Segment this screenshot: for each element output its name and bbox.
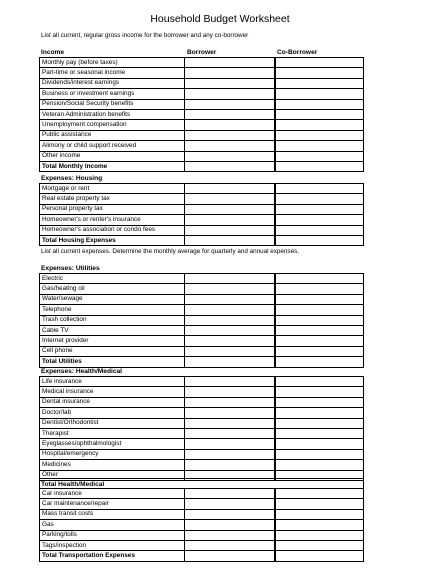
health-row-label: Doctor/lab xyxy=(40,408,185,418)
coborrower-amount-cell[interactable] xyxy=(276,509,364,519)
table-row xyxy=(40,509,364,519)
utilities-row-label: Water/sewage xyxy=(40,294,185,304)
coborrower-amount-cell[interactable] xyxy=(276,428,364,438)
income-total-row xyxy=(40,161,364,171)
table-row xyxy=(40,284,364,294)
table-row xyxy=(40,78,364,88)
table-row xyxy=(40,294,364,304)
coborrower-amount-cell[interactable] xyxy=(276,78,364,88)
coborrower-amount-cell[interactable] xyxy=(276,184,364,194)
coborrower-amount-cell[interactable] xyxy=(276,294,364,304)
table-row xyxy=(40,151,364,161)
health-row-label: Life insurance xyxy=(40,377,185,387)
borrower-amount-cell[interactable] xyxy=(185,99,275,109)
coborrower-amount-cell[interactable] xyxy=(276,336,364,346)
borrower-amount-cell[interactable] xyxy=(185,325,275,335)
borrower-amount-cell[interactable] xyxy=(185,294,275,304)
borrower-amount-cell[interactable] xyxy=(185,418,275,428)
income-row-label: Alimony or child support received xyxy=(40,141,185,151)
borrower-amount-cell[interactable] xyxy=(185,408,275,418)
table-row xyxy=(40,520,364,530)
borrower-amount-cell[interactable] xyxy=(185,194,275,204)
borrower-amount-cell[interactable] xyxy=(185,499,275,509)
utilities-total-row xyxy=(40,357,364,367)
coborrower-amount-cell[interactable] xyxy=(276,284,364,294)
coborrower-amount-cell[interactable] xyxy=(276,408,364,418)
table-row xyxy=(40,225,364,235)
borrower-amount-cell[interactable] xyxy=(185,184,275,194)
table-row xyxy=(40,325,364,335)
coborrower-amount-cell[interactable] xyxy=(276,499,364,509)
coborrower-amount-cell[interactable] xyxy=(276,315,364,325)
transport-row-label: Gas xyxy=(40,520,185,530)
table-row xyxy=(40,109,364,119)
health-row-label: Hospital/emergency xyxy=(40,449,185,459)
table-row xyxy=(40,418,364,428)
table-row xyxy=(40,89,364,99)
utilities-row-label: Trash collection xyxy=(40,315,185,325)
table-row xyxy=(40,439,364,449)
income-row-label: Other income xyxy=(40,151,185,161)
coborrower-amount-cell[interactable] xyxy=(276,305,364,315)
coborrower-amount-cell[interactable] xyxy=(276,346,364,356)
coborrower-amount-cell[interactable] xyxy=(276,89,364,99)
table-row xyxy=(40,68,364,78)
utilities-table xyxy=(39,273,364,368)
utilities-total-label: Total Utilities xyxy=(40,357,185,367)
coborrower-amount-cell[interactable] xyxy=(276,460,364,470)
coborrower-amount-cell[interactable] xyxy=(276,109,364,119)
borrower-amount-cell[interactable] xyxy=(185,428,275,438)
health-row-label: Medicines xyxy=(40,460,185,470)
borrower-amount-cell[interactable] xyxy=(185,530,275,540)
health-row-label: Other xyxy=(40,470,185,480)
table-row xyxy=(40,305,364,315)
borrower-amount-cell[interactable] xyxy=(185,274,275,284)
table-row xyxy=(40,184,364,194)
transport-row-label: Car insurance xyxy=(40,489,185,499)
borrower-amount-cell[interactable] xyxy=(185,89,275,99)
borrower-amount-cell[interactable] xyxy=(185,315,275,325)
coborrower-amount-cell[interactable] xyxy=(276,120,364,130)
borrower-amount-cell[interactable] xyxy=(185,161,275,171)
coborrower-amount-cell[interactable] xyxy=(276,397,364,407)
table-row xyxy=(40,194,364,204)
coborrower-amount-cell[interactable] xyxy=(276,161,364,171)
coborrower-amount-cell[interactable] xyxy=(276,449,364,459)
table-row xyxy=(40,274,364,284)
table-row xyxy=(40,315,364,325)
coborrower-amount-cell[interactable] xyxy=(276,439,364,449)
coborrower-amount-cell[interactable] xyxy=(276,357,364,367)
borrower-amount-cell[interactable] xyxy=(185,58,275,68)
table-row xyxy=(40,204,364,214)
coborrower-amount-cell[interactable] xyxy=(276,58,364,68)
utilities-row-label: Cell phone xyxy=(40,346,185,356)
table-row xyxy=(40,387,364,397)
page-title: Household Budget Worksheet xyxy=(150,13,290,25)
borrower-amount-cell[interactable] xyxy=(185,540,275,550)
borrower-amount-cell[interactable] xyxy=(185,520,275,530)
health-row-label: Eyeglasses/ophthalmologist xyxy=(40,439,185,449)
housing-total-label: Total Housing Expenses xyxy=(40,235,185,245)
coborrower-amount-cell[interactable] xyxy=(276,204,364,214)
table-row xyxy=(40,460,364,470)
table-row xyxy=(40,377,364,387)
income-row-label: Business or investment earnings xyxy=(40,89,185,99)
table-row xyxy=(40,99,364,109)
table-row xyxy=(40,346,364,356)
income-row-label: Monthly pay (before taxes) xyxy=(40,58,185,68)
borrower-amount-cell[interactable] xyxy=(185,235,275,245)
transport-total-row xyxy=(40,551,364,561)
health-header: Expenses: Health/Medical xyxy=(41,368,122,375)
transport-table xyxy=(39,488,364,562)
income-row-label: Part-time or seasonal income xyxy=(40,68,185,78)
table-row xyxy=(40,120,364,130)
table-row xyxy=(40,489,364,499)
housing-row-label: Mortgage or rent xyxy=(40,184,185,194)
utilities-row-label: Internet provider xyxy=(40,336,185,346)
income-row-label: Public assistance xyxy=(40,130,185,140)
borrower-amount-cell[interactable] xyxy=(185,336,275,346)
coborrower-amount-cell[interactable] xyxy=(276,377,364,387)
coborrower-amount-cell[interactable] xyxy=(276,68,364,78)
health-row-label: Medical insurance xyxy=(40,387,185,397)
borrower-amount-cell[interactable] xyxy=(185,215,275,225)
coborrower-amount-cell[interactable] xyxy=(276,540,364,550)
coborrower-amount-cell[interactable] xyxy=(276,418,364,428)
borrower-amount-cell[interactable] xyxy=(185,109,275,119)
coborrower-amount-cell[interactable] xyxy=(276,520,364,530)
health-row-label: Therapist xyxy=(40,428,185,438)
borrower-column-header: Borrower xyxy=(187,49,217,56)
expenses-instructions: List all current expenses. Determine the monthly average for quarterly and annual expenses. xyxy=(41,248,299,255)
borrower-amount-cell[interactable] xyxy=(185,439,275,449)
coborrower-amount-cell[interactable] xyxy=(276,130,364,140)
health-table xyxy=(39,376,364,481)
housing-row-label: Homeowner's association or condo fees xyxy=(40,225,185,235)
income-instructions: List all current, regular gross income for the borrower and any co-borrower xyxy=(41,32,249,39)
income-row-label: Pension/Social Security benefits xyxy=(40,99,185,109)
coborrower-amount-cell[interactable] xyxy=(276,530,364,540)
borrower-amount-cell[interactable] xyxy=(185,120,275,130)
income-table xyxy=(39,57,364,172)
coborrower-amount-cell[interactable] xyxy=(276,215,364,225)
borrower-amount-cell[interactable] xyxy=(185,130,275,140)
coborrower-amount-cell[interactable] xyxy=(276,151,364,161)
health-row-label: Dentist/Orthodontist xyxy=(40,418,185,428)
table-row xyxy=(40,215,364,225)
borrower-amount-cell[interactable] xyxy=(185,509,275,519)
borrower-amount-cell[interactable] xyxy=(185,357,275,367)
utilities-row-label: Gas/heating oil xyxy=(40,284,185,294)
income-row-label: Dividends/interest earnings xyxy=(40,78,185,88)
transport-row-label: Car maintenance/repair xyxy=(40,499,185,509)
borrower-amount-cell[interactable] xyxy=(185,377,275,387)
table-row xyxy=(40,449,364,459)
housing-row-label: Homeowner's or renter's insurance xyxy=(40,215,185,225)
coborrower-amount-cell[interactable] xyxy=(276,225,364,235)
housing-header: Expenses: Housing xyxy=(41,175,103,182)
borrower-amount-cell[interactable] xyxy=(185,284,275,294)
coborrower-amount-cell[interactable] xyxy=(276,325,364,335)
table-row xyxy=(40,428,364,438)
income-total-label: Total Monthly Income xyxy=(40,161,185,171)
housing-total-row xyxy=(40,235,364,245)
transport-row-label: Tags/inspection xyxy=(40,540,185,550)
coborrower-amount-cell[interactable] xyxy=(276,387,364,397)
borrower-amount-cell[interactable] xyxy=(185,387,275,397)
borrower-amount-cell[interactable] xyxy=(185,225,275,235)
transport-row-label: Parking/tolls xyxy=(40,530,185,540)
utilities-row-label: Electric xyxy=(40,274,185,284)
borrower-amount-cell[interactable] xyxy=(185,551,275,561)
table-row xyxy=(40,397,364,407)
utilities-row-label: Cable TV xyxy=(40,325,185,335)
housing-row-label: Personal property tax xyxy=(40,204,185,214)
coborrower-amount-cell[interactable] xyxy=(276,274,364,284)
coborrower-amount-cell[interactable] xyxy=(276,141,364,151)
borrower-amount-cell[interactable] xyxy=(185,141,275,151)
table-row xyxy=(40,540,364,550)
coborrower-amount-cell[interactable] xyxy=(276,551,364,561)
transport-row-label: Mass transit costs xyxy=(40,509,185,519)
income-row-label: Unemployment compensation xyxy=(40,120,185,130)
table-row xyxy=(40,530,364,540)
coborrower-column-header: Co-Borrower xyxy=(277,49,318,56)
borrower-amount-cell[interactable] xyxy=(185,68,275,78)
income-column-header: Income xyxy=(41,49,65,56)
table-row xyxy=(40,141,364,151)
table-row xyxy=(40,130,364,140)
coborrower-amount-cell[interactable] xyxy=(276,99,364,109)
borrower-amount-cell[interactable] xyxy=(185,305,275,315)
table-row xyxy=(40,336,364,346)
transport-total-label: Total Transportation Expenses xyxy=(40,551,185,561)
table-row xyxy=(40,58,364,68)
borrower-amount-cell[interactable] xyxy=(185,78,275,88)
borrower-amount-cell[interactable] xyxy=(185,449,275,459)
housing-table xyxy=(39,183,364,246)
housing-row-label: Real estate property tax xyxy=(40,194,185,204)
table-row xyxy=(40,408,364,418)
coborrower-amount-cell[interactable] xyxy=(276,235,364,245)
health-total-overlay: Total Health/Medical xyxy=(41,481,105,488)
coborrower-amount-cell[interactable] xyxy=(276,489,364,499)
income-row-label: Veteran Administration benefits xyxy=(40,109,185,119)
utilities-row-label: Telephone xyxy=(40,305,185,315)
borrower-amount-cell[interactable] xyxy=(185,489,275,499)
coborrower-amount-cell[interactable] xyxy=(276,194,364,204)
borrower-amount-cell[interactable] xyxy=(185,151,275,161)
borrower-amount-cell[interactable] xyxy=(185,397,275,407)
utilities-header: Expenses: Utilities xyxy=(41,265,100,272)
borrower-amount-cell[interactable] xyxy=(185,204,275,214)
borrower-amount-cell[interactable] xyxy=(185,346,275,356)
borrower-amount-cell[interactable] xyxy=(185,460,275,470)
health-row-label: Dental insurance xyxy=(40,397,185,407)
table-row xyxy=(40,499,364,509)
